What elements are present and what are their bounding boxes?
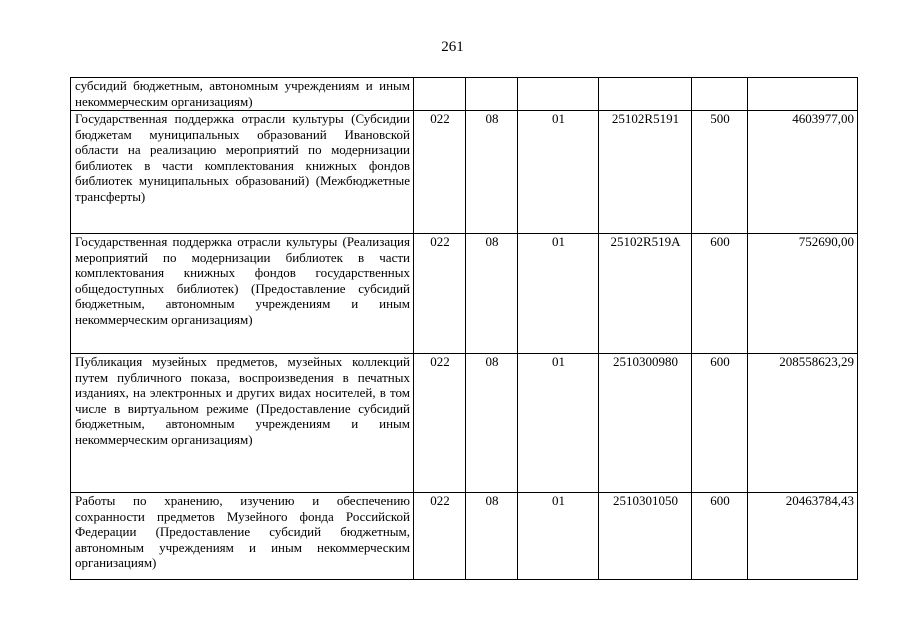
subsection-code-cell: 01 xyxy=(518,493,599,580)
ministry-code-cell xyxy=(414,78,466,111)
ministry-code-cell: 022 xyxy=(414,354,466,493)
subsection-code-cell: 01 xyxy=(518,111,599,234)
expense-type-cell: 500 xyxy=(692,111,748,234)
row-name-cell: Публикация музейных предметов, музейных коллекций путем публичного показа, воспроизведения в печатных изданиях, на электронных и других видах носителей, в том числе в виртуальном режиме (Предоставление субсидий бюджетным, автономным учреждениям и иным некоммерческим организациям) xyxy=(71,354,414,493)
table-row xyxy=(71,111,858,234)
page-number: 261 xyxy=(441,39,464,55)
target-article-cell: 25102R519A xyxy=(599,234,692,354)
section-code-cell xyxy=(466,78,518,111)
budget-table xyxy=(70,77,858,580)
ministry-code-cell: 022 xyxy=(414,234,466,354)
amount-cell: 752690,00 xyxy=(748,234,858,354)
amount-cell: 4603977,00 xyxy=(748,111,858,234)
table-row xyxy=(71,78,858,111)
target-article-cell: 2510300980 xyxy=(599,354,692,493)
ministry-code-cell: 022 xyxy=(414,111,466,234)
target-article-cell: 2510301050 xyxy=(599,493,692,580)
row-name-cell: Работы по хранению, изучению и обеспечению сохранности предметов Музейного фонда Российской Федерации (Предоставление субсидий бюджетным, автономным учреждениям и иным некоммерческим организациям) xyxy=(71,493,414,580)
amount-cell xyxy=(748,78,858,111)
subsection-code-cell xyxy=(518,78,599,111)
section-code-cell: 08 xyxy=(466,493,518,580)
amount-cell: 208558623,29 xyxy=(748,354,858,493)
expense-type-cell: 600 xyxy=(692,493,748,580)
row-name-cell: Государственная поддержка отрасли культуры (Субсидии бюджетам муниципальных образований Ивановской области на реализацию мероприятий по модернизации библиотек в части комплектования книжных фондов библиотек муниципальных образований) (Межбюджетные трансферты) xyxy=(71,111,414,234)
table-row xyxy=(71,234,858,354)
table-row xyxy=(71,493,858,580)
ministry-code-cell: 022 xyxy=(414,493,466,580)
expense-type-cell: 600 xyxy=(692,234,748,354)
amount-cell: 20463784,43 xyxy=(748,493,858,580)
subsection-code-cell: 01 xyxy=(518,354,599,493)
target-article-cell: 25102R5191 xyxy=(599,111,692,234)
expense-type-cell: 600 xyxy=(692,354,748,493)
target-article-cell xyxy=(599,78,692,111)
section-code-cell: 08 xyxy=(466,234,518,354)
subsection-code-cell: 01 xyxy=(518,234,599,354)
table-row xyxy=(71,354,858,493)
section-code-cell: 08 xyxy=(466,111,518,234)
expense-type-cell xyxy=(692,78,748,111)
row-name-cell: субсидий бюджетным, автономным учреждениям и иным некоммерческим организациям) xyxy=(71,78,414,111)
section-code-cell: 08 xyxy=(466,354,518,493)
row-name-cell: Государственная поддержка отрасли культуры (Реализация мероприятий по модернизации библиотек в части комплектования книжных фондов государственных общедоступных библиотек) (Предоставление субсидий бюджетным, автономным учреждениям и иным некоммерческим организациям) xyxy=(71,234,414,354)
